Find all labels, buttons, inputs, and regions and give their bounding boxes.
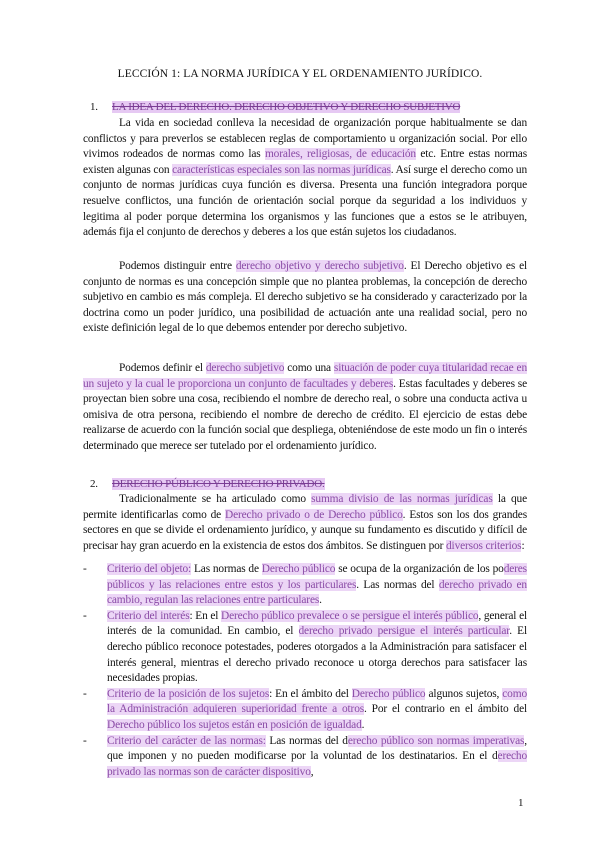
highlight: erecho privado las normas son de carácter dispositivo [107,750,527,778]
highlight: erecho público son normas imperativas [347,734,525,747]
highlight: Derecho público los sujetos están en posición de igualdad [107,718,362,731]
criteria-list [83,562,527,780]
page-title: LECCIÓN 1: LA NORMA JURÍDICA Y EL ORDENAMIENTO JURÍDICO. [117,68,483,80]
highlight: Criterio del interés [107,609,190,622]
highlight: Criterio del carácter de las normas: [107,734,266,747]
highlight: como la Administración adquieren superioridad frente a otros [107,687,527,716]
page-number: 1 [518,797,524,809]
section-title: DERECHO PÚBLICO Y DERECHO PRIVADO. [112,478,325,490]
paragraph: Podemos distinguir entre derecho objetivo y derecho subjetivo. El Derecho objetivo es el conjunto de normas es una concepción simple que no plantea problemas, la concepción de derecho subjetivo en cambio es más compleja. El derecho subjetivo se ha considerado y caracterizado por la doctrina como un poder jurídico, una posibilidad de actuación ante una realidad social, pero no existe definición legal de lo que debemos entender por derecho subjetivo. [83,260,528,335]
highlight: Derecho público [261,563,336,575]
highlight: Derecho público prevalece o se persigue el interés público [221,609,479,622]
section-heading-1 [90,101,460,113]
list-item: - Criterio del objeto: Las normas de Derecho público se ocupa de la organización de los poderes públicos y las relaciones entre estos y los particulares. Las normas del derecho privado en cambio, regulan las relaciones entre particulares. [83,563,527,607]
section-heading-2 [90,478,325,490]
highlight: situación de poder cuya titularidad recae en un sujeto y la cual le proporciona un conjunto de facultades y deberes [83,362,527,390]
highlight: derecho subjetivo [205,362,285,374]
highlight: diversos criterios [446,539,522,552]
highlight: summa divisio de las normas jurídicas [311,493,493,505]
highlight: características especiales son las normas jurídicas [172,163,391,176]
highlight: Derecho público [351,687,426,700]
highlight: Criterio del objeto: [107,563,192,575]
highlight: morales, religiosas, de educación [264,148,416,161]
highlight: derecho objetivo y derecho subjetivo [235,260,404,272]
highlight: Criterio de la posición de los sujetos [107,687,270,700]
highlight: derecho privado persigue el interés particular [298,625,510,638]
highlight: deres públicos y las relaciones entre estos y los particulares [107,563,527,591]
list-item: - Criterio de la posición de los sujetos: En el ámbito del Derecho público algunos sujetos, como la Administración adquieren superioridad frente a otros. Por el contrario en el ámbito del Derecho público los sujetos están en posición de igualdad. [83,687,527,731]
section-title: LA IDEA DEL DERECHO. DERECHO OBJETIVO Y DERECHO SUBJETIVO [112,101,461,113]
list-item: - Criterio del carácter de las normas: Las normas del derecho público son normas imperativas, que imponen y no pueden modificarse por la voluntad de los destinatarios. En el derecho privado las normas son de carácter dispositivo, [83,734,527,778]
paragraph: Podemos definir el derecho subjetivo como una situación de poder cuya titularidad recae en un sujeto y la cual le proporciona un conjunto de facultades y deberes. Estas facultades y deberes se proyectan bien sobre una cosa, recibiendo el nombre de derecho real, o sobre una conducta activa u omisiva de otra persona, recibiendo el nombre de derecho de crédito. El ejercicio de estas debe realizarse de acuerdo con la función social que despliega, obteniéndose de este modo un fin o interés determinado que merece ser tutelado por el ordenamiento jurídico. [83,362,527,452]
section-number: 1. [90,101,98,113]
list-item: - Criterio del interés: En el Derecho público prevalece o se persigue el interés público, general el interés de la comunidad. En cambio, el derecho privado persigue el interés particular. El derecho público reconoce potestades, poderes otorgados a la Administración para satisfacer el interés general, mientras el derecho privado reconoce u otorga derechos para satisfacer las necesidades propias. [83,609,527,685]
highlight: Derecho privado o de Derecho público [225,508,403,521]
highlight: derecho privado en cambio, regulan las relaciones entre particulares [107,578,527,607]
section-number: 2. [90,478,98,490]
paragraph: Tradicionalmente se ha articulado como summa divisio de las normas jurídicas la que permite identificarlas como de Derecho privado o de Derecho público. Estos son los dos grandes sectores en que se divide el ordenamiento jurídico, y aunque su fundamento es discutido y difícil de precisar hay gran acuerdo en la existencia de estos dos ámbitos. Se distinguen por diversos criterios: [83,493,528,552]
paragraph: La vida en sociedad conlleva la necesidad de organización porque habitualmente se dan conflictos y para preverlos se establecen reglas de comportamiento u organización social. Por ello vivimos rodeados de normas como las morales, religiosas, de educación etc. Entre estas normas existen algunas con características especiales son las normas jurídicas. Así surge el derecho como un conjunto de normas jurídicas cuya función es diversa. Presenta una función integradora porque resuelve conflictos, una función de orientación social porque da seguridad a los individuos y legitima al poder porque determina los organismos y las funciones que a estos se le atribuyen, además fija el conjunto de derechos y deberes a los que están sujetos los ciudadanos. [83,117,527,239]
